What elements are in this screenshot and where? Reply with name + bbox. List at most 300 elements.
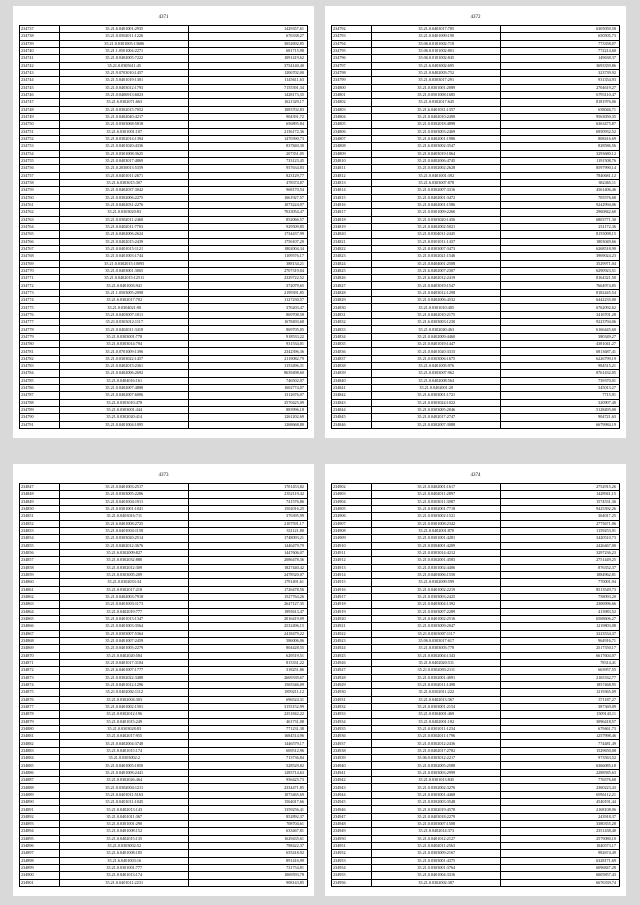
value-cell: 6803771,30 — [596, 216, 616, 222]
cadastral-number-cell: 35.21.0.0303068:5818 — [60, 121, 189, 127]
table-row — [332, 770, 619, 777]
cadastral-number-cell: 35.21.0.0403007:1011 — [60, 312, 189, 318]
value-cell: 1701453,82 — [284, 484, 304, 490]
table-row — [332, 675, 619, 682]
table-row — [20, 792, 307, 799]
table-row — [20, 762, 307, 769]
cadastral-number-cell: 35.21.0.0303017:291 — [372, 77, 501, 83]
value-cell: 1159253,91 — [596, 528, 616, 534]
cadastral-number-cell: 35.21.0.0303010:478 — [60, 400, 189, 406]
table-row — [332, 246, 619, 253]
value-cell: 3096418,57 — [596, 718, 616, 724]
cadastral-number-cell: 35.21.0.0403004:1392 — [372, 601, 501, 607]
table-row — [332, 114, 619, 121]
cadastral-number-cell: 35.21.0.0303009:2047 — [372, 623, 501, 629]
value-cell: 2579080,10 — [596, 835, 616, 841]
cadastral-number-cell: 35.21.0.0303014:794 — [60, 341, 189, 347]
table-row — [20, 224, 307, 231]
value-cell: 1285714,63 — [284, 769, 304, 775]
value-cell: 331121,80 — [286, 528, 304, 534]
table-row — [332, 334, 619, 341]
row-number-cell: 234825 — [332, 268, 372, 274]
table-row — [332, 414, 619, 421]
value-cell: 6005857,43 — [596, 872, 616, 878]
value-cell: 746502,07 — [286, 377, 304, 383]
value-cell: 2351438,40 — [596, 828, 616, 834]
value-cell: 1734437,99 — [284, 231, 304, 237]
value-cell: 3155152,99 — [284, 703, 304, 709]
row-number-cell: 234783 — [20, 363, 60, 369]
table-row — [20, 275, 307, 282]
value-cell: 3754140,40 — [284, 62, 304, 68]
cadastral-number-cell: 35.21.0.0303003:2999 — [372, 770, 501, 776]
row-number-cell: 234851 — [20, 513, 60, 519]
row-number-cell: 234838 — [332, 363, 372, 369]
cadastral-number-cell: 35.21.6.0302071:663 — [60, 99, 189, 105]
table-row — [20, 704, 307, 711]
table-row — [20, 506, 307, 513]
row-number-cell: 234869 — [20, 645, 60, 651]
row-number-cell: 234868 — [20, 638, 60, 644]
value-cell: 9242994,06 — [596, 201, 616, 207]
table-row — [332, 312, 619, 319]
row-number-cell: 234803 — [332, 107, 372, 113]
row-number-cell: 234747 — [20, 99, 60, 105]
table-row — [332, 777, 619, 784]
value-cell: 2532496,15 — [284, 623, 304, 629]
row-number-cell: 234850 — [20, 506, 60, 512]
row-number-cell: 234829 — [332, 297, 372, 303]
cadastral-number-cell: 35.21.0.0401004:1095 — [60, 422, 189, 428]
table-row — [20, 319, 307, 326]
value-cell: 1684514,96 — [284, 733, 304, 739]
value-cell: 776576,68 — [598, 777, 616, 783]
row-number-cell: 234779 — [20, 334, 60, 340]
row-number-cell: 234780 — [20, 341, 60, 347]
cadastral-number-cell: 35.21.0.0302011:222 — [372, 689, 501, 695]
row-number-cell: 234823 — [332, 253, 372, 259]
cadastral-number-cell: 35.21.0.0401003:1173 — [60, 601, 189, 607]
cadastral-number-cell: 35.21.0.0303007:962 — [372, 370, 501, 376]
table-row — [20, 114, 307, 121]
cadastral-number-cell: 35.21.0.0302012:196 — [60, 711, 189, 717]
row-number-cell: 234739 — [20, 41, 60, 47]
cadastral-number-cell: 35.21.0.0302001:4091 — [372, 675, 501, 681]
row-number-cell: 234762 — [20, 209, 60, 215]
row-number-cell: 234749 — [20, 114, 60, 120]
cadastral-number-cell: 35.21.0.0501008:1685 — [372, 92, 501, 98]
row-number-cell: 234949 — [332, 828, 372, 834]
cadastral-number-cell: 35.21.0.0303009:2167 — [372, 850, 501, 856]
cadastral-number-cell: 35.21.0.0402008:564 — [372, 378, 501, 384]
row-number-cell: 234865 — [20, 616, 60, 622]
cadastral-number-cell: 35.21.0.0402009:4460 — [372, 334, 501, 340]
value-cell: 2016419,09 — [284, 615, 304, 621]
row-number-cell: 234937 — [332, 740, 372, 746]
value-cell: 1040573,17 — [596, 843, 616, 849]
value-cell: 243918,37 — [598, 813, 616, 819]
row-number-cell: 234737 — [20, 26, 60, 32]
row-number-cell: 234874 — [20, 682, 60, 688]
table-row — [332, 55, 619, 62]
value-cell: 869705,05 — [286, 326, 304, 332]
row-number-cell: 234751 — [20, 129, 60, 135]
row-number-cell: 234775 — [20, 304, 60, 310]
row-number-cell: 234878 — [20, 711, 60, 717]
row-number-cell: 234881 — [20, 733, 60, 739]
row-number-cell: 234898 — [20, 858, 60, 864]
cadastral-number-cell: 35.21.6.0401008:2725 — [60, 521, 189, 527]
cadastral-number-cell: 35.21.0.0305611:45 — [60, 63, 189, 69]
cadastral-number-cell: 35.21.0.0401005:2279 — [60, 645, 189, 651]
value-cell: 6363475,87 — [596, 121, 616, 127]
value-cell: 371187,27 — [598, 696, 616, 702]
table-row — [332, 202, 619, 209]
value-cell: 929509,85 — [286, 223, 304, 229]
value-cell: 3052692,85 — [284, 40, 304, 46]
cadastral-number-cell: 35.21.0.0302018:4898 — [372, 121, 501, 127]
table-row — [20, 63, 307, 70]
value-cell: 964916,71 — [598, 637, 616, 643]
value-cell: 461731,08 — [286, 718, 304, 724]
value-cell: 3297236,23 — [596, 550, 616, 556]
cadastral-number-cell: 35.21.0.0402007:4888 — [60, 385, 189, 391]
row-number-cell: 234821 — [332, 239, 372, 245]
cadastral-number-cell: 35.21.0.0402010:2175 — [372, 312, 501, 318]
cadastral-number-cell: 35.21.0.0303001:778 — [60, 334, 189, 340]
row-number-cell: 234875 — [20, 689, 60, 695]
table-row — [20, 616, 307, 623]
table-row — [20, 513, 307, 520]
cadastral-number-cell: 35.21.0.0302040:463 — [372, 326, 501, 332]
value-cell: 696524,31 — [286, 696, 304, 702]
cadastral-number-cell: 35.21.0.0302004:1343 — [372, 653, 501, 659]
row-number-cell: 234795 — [332, 48, 372, 54]
row-number-cell: 234932 — [332, 704, 372, 710]
cadastral-number-cell: 35.21.0.0402015:135 — [60, 836, 189, 842]
table-row — [20, 631, 307, 638]
value-cell: 6813687,41 — [596, 348, 616, 354]
value-cell: 1069593,78 — [284, 872, 304, 878]
table-row — [20, 378, 307, 385]
value-cell: 2086478,36 — [284, 557, 304, 563]
table-row — [20, 843, 307, 850]
cadastral-number-cell: 35.21.0.0401004:1158 — [60, 528, 189, 534]
cadastral-number-cell: 35.21.0.0302004:1211 — [60, 784, 189, 790]
value-cell: 376203,47 — [286, 304, 304, 310]
table-row — [332, 806, 619, 813]
row-number-cell: 234818 — [332, 217, 372, 223]
table-row — [20, 828, 307, 835]
cadastral-number-cell: 35.21.0.0304011:2445 — [372, 231, 501, 237]
row-number-cell: 234856 — [20, 550, 60, 556]
cadastral-number-cell: 35.21.0.0402001:870 — [372, 528, 501, 534]
table-row — [20, 151, 307, 158]
row-number-cell: 234770 — [20, 268, 60, 274]
row-number-cell: 234826 — [332, 275, 372, 281]
value-cell: 1884962,81 — [596, 572, 616, 577]
row-number-cell: 234767 — [20, 246, 60, 252]
cadastral-number-cell: 35.21.0.0401011:2671 — [60, 173, 189, 179]
table-row — [332, 792, 619, 799]
value-cell: 982674,49 — [598, 850, 616, 856]
row-number-cell: 234766 — [20, 239, 60, 245]
row-number-cell: 234884 — [20, 755, 60, 761]
table-row — [20, 107, 307, 114]
table-row — [20, 733, 307, 740]
row-number-cell: 234861 — [20, 587, 60, 593]
row-number-cell: 234901 — [20, 880, 60, 886]
cadastral-number-cell: 35.21.0.0302006:2275 — [60, 195, 189, 201]
value-cell: 708704,61 — [286, 821, 304, 827]
row-number-cell: 234912 — [332, 557, 372, 563]
value-cell: 2342396,36 — [284, 348, 304, 354]
cadastral-number-cell: 35.21.0.0402031:2276 — [60, 202, 189, 208]
table-row — [332, 740, 619, 747]
cadastral-number-cell: 35.21.0.0403019:1064 — [372, 151, 501, 157]
value-cell: 1073224,97 — [284, 201, 304, 207]
table-row — [20, 385, 307, 392]
table-row — [332, 151, 619, 158]
row-number-cell: 234754 — [20, 151, 60, 157]
cadastral-number-cell: 35.21.0.0303020:2514 — [60, 535, 189, 541]
page-number: 4373 — [158, 473, 169, 478]
value-cell: 908143,85 — [286, 879, 304, 885]
row-number-cell: 234772 — [20, 282, 60, 288]
table-row — [20, 136, 307, 143]
row-number-cell: 234738 — [20, 33, 60, 39]
value-cell: 2334471,85 — [284, 784, 304, 790]
value-cell: 6268518,90 — [596, 245, 616, 251]
row-number-cell: 234934 — [332, 719, 372, 725]
table-row — [332, 41, 619, 48]
cadastral-number-cell: 35.21.0.0303001:4375 — [372, 858, 501, 864]
table-row — [332, 341, 619, 348]
cadastral-number-cell: 35.21.0.0401003:941 — [60, 282, 189, 288]
table-row — [332, 268, 619, 275]
row-number-cell: 234763 — [20, 217, 60, 223]
table-row — [332, 33, 619, 40]
table-row — [20, 253, 307, 260]
table-row — [332, 392, 619, 399]
row-number-cell: 234787 — [20, 392, 60, 398]
table-row — [20, 660, 307, 667]
cadastral-number-cell: 35.21.0.0302021:1546 — [372, 253, 501, 259]
cadastral-number-cell: 35.21.0.0402001:20 — [372, 385, 501, 391]
table-row — [332, 261, 619, 268]
value-cell: 808416,69 — [598, 135, 616, 141]
value-cell: 852066,57 — [286, 216, 304, 222]
cadastral-number-cell: 35.06.0.0101002:718 — [372, 41, 501, 47]
value-cell: 207351,05 — [286, 150, 304, 156]
table-row — [20, 682, 307, 689]
row-number-cell: 234845 — [332, 414, 372, 420]
cadastral-number-cell: 35.21.0.0302015:10095 — [60, 261, 189, 267]
table-row — [20, 770, 307, 777]
row-number-cell: 234918 — [332, 601, 372, 607]
row-number-cell: 234820 — [332, 231, 372, 237]
cadastral-number-cell: 35.21.0.0302012:2436 — [372, 740, 501, 746]
table-row — [20, 565, 307, 572]
register-table — [19, 483, 308, 887]
cadastral-number-cell: 35.21.0.0303007:1117 — [372, 631, 501, 637]
value-cell: 9425392,26 — [596, 506, 616, 512]
table-row — [332, 506, 619, 513]
cadastral-number-cell: 35.21.0.0301011:1234 — [372, 726, 501, 732]
cadastral-number-cell: 35.21.0.0403012:1793 — [60, 85, 189, 91]
cadastral-number-cell: 35.21.0.0301001:777 — [60, 865, 189, 871]
table-row — [332, 165, 619, 172]
table-row — [332, 521, 619, 528]
table-row — [332, 209, 619, 216]
value-cell: 6568606,27 — [596, 615, 616, 621]
row-number-cell: 234915 — [332, 579, 372, 585]
cadastral-number-cell: 35.21.0.0401004:1911 — [60, 499, 189, 505]
table-row — [20, 290, 307, 297]
cadastral-number-cell: 35.21.0.0302007:3088 — [372, 422, 501, 428]
value-cell: 2751449,25 — [596, 557, 616, 563]
value-cell: 1219803,08 — [596, 623, 616, 629]
row-number-cell: 234853 — [20, 528, 60, 534]
row-number-cell: 234741 — [20, 55, 60, 61]
cadastral-number-cell: 35.21.0.0301009:2266 — [372, 209, 501, 215]
row-number-cell: 234789 — [20, 407, 60, 413]
cadastral-number-cell: 35.21.0.0401011:367 — [60, 814, 189, 820]
table-row — [332, 667, 619, 674]
row-number-cell: 234813 — [332, 180, 372, 186]
value-cell: 931354,93 — [598, 77, 616, 83]
value-cell: 4540191,44 — [596, 799, 616, 805]
row-number-cell: 234794 — [332, 41, 372, 47]
cadastral-number-cell: 35.21.0.0401005:976 — [372, 363, 501, 369]
row-number-cell: 234900 — [20, 872, 60, 878]
table-row — [332, 653, 619, 660]
cadastral-number-cell: 35.21.0.0301008:3625 — [60, 151, 189, 157]
row-number-cell: 234954 — [332, 865, 372, 871]
row-number-cell: 234916 — [332, 587, 372, 593]
value-cell: 669512,96 — [286, 747, 304, 753]
value-cell: 1191508,76 — [596, 157, 616, 163]
value-cell: 6226799,19 — [596, 355, 616, 361]
value-cell: 931534,01 — [286, 341, 304, 347]
value-cell: 586006,06 — [286, 637, 304, 643]
table-row — [332, 850, 619, 857]
row-number-cell: 234758 — [20, 180, 60, 186]
row-number-cell: 234802 — [332, 99, 372, 105]
row-number-cell: 234936 — [332, 733, 372, 739]
table-row — [332, 711, 619, 718]
value-cell: 713736,84 — [286, 755, 304, 761]
row-number-cell: 234752 — [20, 136, 60, 142]
value-cell: 1470390,73 — [284, 135, 304, 141]
value-cell: 883996,18 — [286, 407, 304, 413]
table-row — [332, 557, 619, 564]
row-number-cell: 234894 — [20, 828, 60, 834]
value-cell: 323739,92 — [598, 70, 616, 76]
row-number-cell: 234759 — [20, 187, 60, 193]
cadastral-number-cell: 35.21.0.0401001:392 — [372, 173, 501, 179]
row-number-cell: 234883 — [20, 748, 60, 754]
value-cell: 1257998,46 — [596, 733, 616, 739]
cadastral-number-cell: 35.21.0.0401020:4336 — [60, 143, 189, 149]
value-cell: 876352,37 — [598, 564, 616, 570]
table-row — [20, 165, 307, 172]
value-cell: 1446579,17 — [284, 740, 304, 746]
value-cell: 1574531,36 — [596, 498, 616, 504]
value-cell: 413983,52 — [598, 608, 616, 614]
table-row — [20, 99, 307, 106]
row-number-cell: 234879 — [20, 719, 60, 725]
cadastral-number-cell: 35.06.0.0303017:617 — [372, 638, 501, 644]
table-row — [332, 609, 619, 616]
row-number-cell: 234830 — [332, 304, 372, 310]
value-cell: 891416,99 — [286, 857, 304, 863]
table-row — [20, 282, 307, 289]
row-number-cell: 234858 — [20, 565, 60, 571]
table-row — [332, 784, 619, 791]
table-row — [20, 231, 307, 238]
value-cell: 815331,22 — [286, 659, 304, 665]
row-number-cell: 234748 — [20, 107, 60, 113]
cadastral-number-cell: 35.21.0.0401008:152 — [60, 828, 189, 834]
cadastral-number-cell: 35.21.0.0303002:52 — [60, 843, 189, 849]
cadastral-number-cell: 35.21.0.0303003:2425 — [372, 594, 501, 600]
cadastral-number-cell: 35.21.0.0303002:1521 — [372, 513, 501, 519]
cadastral-number-cell: 35.21.0.0401015:249 — [60, 719, 189, 725]
table-row — [20, 70, 307, 77]
row-number-cell: 234893 — [20, 821, 60, 827]
value-cell: 6679984,19 — [596, 421, 616, 427]
cadastral-number-cell: 35.21.0.0302017:218 — [60, 587, 189, 593]
value-cell: 380349,27 — [598, 333, 616, 339]
table-row — [20, 491, 307, 498]
row-number-cell: 234909 — [332, 535, 372, 541]
value-cell: 6956112,21 — [596, 791, 616, 797]
row-number-cell: 234800 — [332, 85, 372, 91]
value-cell: 773358,07 — [598, 40, 616, 46]
row-number-cell: 234929 — [332, 682, 372, 688]
row-number-cell: 234939 — [332, 755, 372, 761]
cadastral-number-cell: 35.21.0.0302002:2628 — [372, 165, 501, 171]
value-cell: 957634,83 — [286, 165, 304, 171]
table-row — [332, 880, 619, 886]
row-number-cell: 234777 — [20, 319, 60, 325]
value-cell: 633467,81 — [286, 828, 304, 834]
value-cell: 382465,11 — [598, 179, 616, 185]
row-number-cell: 234815 — [332, 195, 372, 201]
value-cell: 918533,22 — [286, 333, 304, 339]
value-cell: 1602774,07 — [284, 385, 304, 391]
row-number-cell: 234814 — [332, 187, 372, 193]
row-number-cell: 234849 — [20, 499, 60, 505]
value-cell: 545013,27 — [598, 385, 616, 391]
value-cell: 8639498,60 — [284, 370, 304, 376]
row-number-cell: 234740 — [20, 48, 60, 54]
value-cell: 1447606,07 — [284, 550, 304, 556]
table-row — [20, 806, 307, 813]
table-row — [20, 521, 307, 528]
cadastral-number-cell: 35.21.0.0401007:2459 — [60, 638, 189, 644]
value-cell: 1564017,66 — [284, 799, 304, 805]
row-number-cell: 234805 — [332, 121, 372, 127]
cadastral-number-cell: 35.21.0.0401015:174 — [60, 748, 189, 754]
table-row — [332, 821, 619, 828]
cadastral-number-cell: 35.21.0.0304001:469 — [372, 711, 501, 717]
cadastral-number-cell: 35.21.0.0402001:1586 — [372, 202, 501, 208]
cadastral-number-cell: 35.06.0.0101002:801 — [372, 48, 501, 54]
table-row — [332, 513, 619, 520]
cadastral-number-cell: 35.21.0.0302020:414 — [60, 414, 189, 420]
